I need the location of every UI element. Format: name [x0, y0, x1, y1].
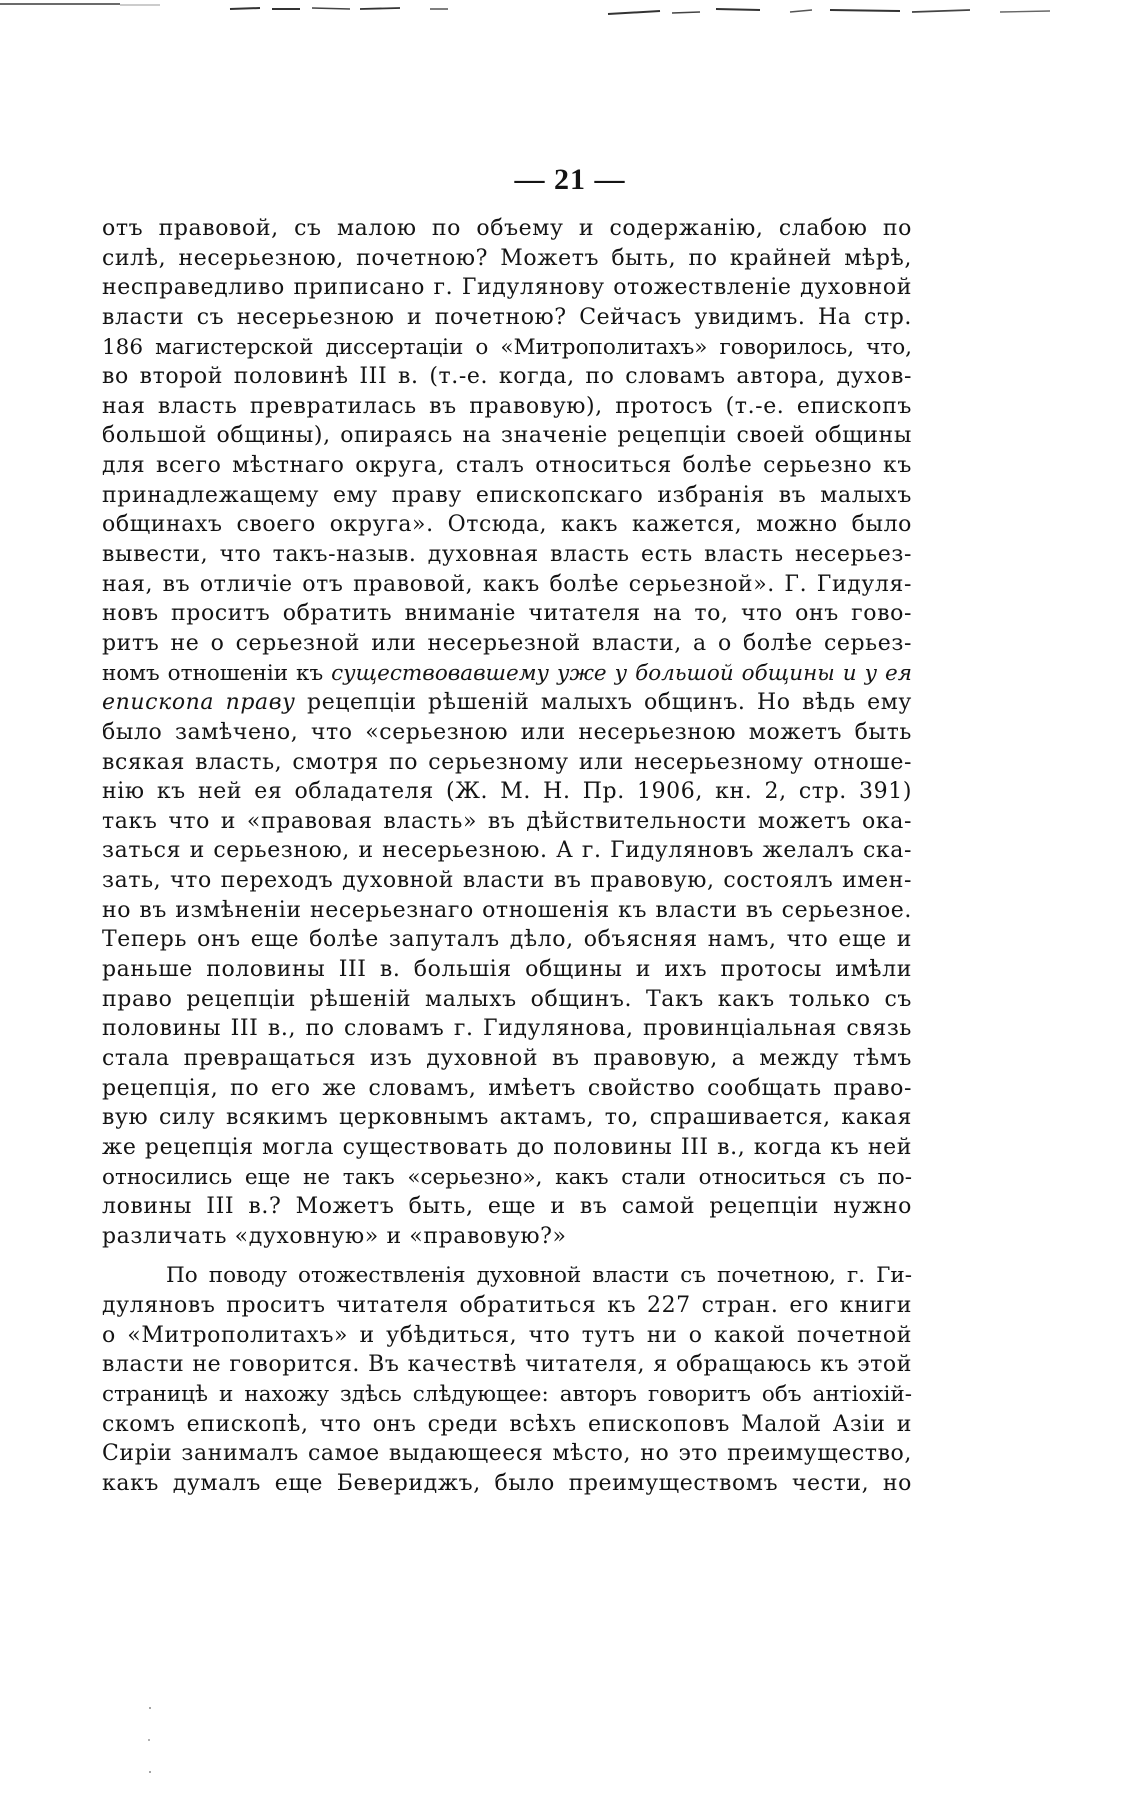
text-line: такъ что и «правовая власть» въ дѣйствительности можетъ ока-: [102, 808, 912, 834]
text-line: [102, 659, 912, 689]
text-line: общинахъ своего округа». Отсюда, какъ кажется, можно было: [102, 512, 912, 538]
text-line: власти съ несерьезною и почетною? Сейчасъ увидимъ. На стр.: [102, 304, 912, 330]
text-line: По поводу отожествленія духовной власти съ почетною, г. Ги-: [166, 1263, 912, 1289]
text-segment: рецепціи рѣшеній малыхъ общинъ. Но вѣдь ему: [295, 690, 912, 716]
text-segment: номъ отношеніи къ: [102, 660, 332, 686]
text-line: Сиріи занималъ самое выдающееся мѣсто, но это преимущество,: [102, 1441, 912, 1467]
italic-segment: епископа праву: [102, 690, 296, 716]
paragraph-gap: [102, 1251, 912, 1261]
text-line: стала превращаться изъ духовной въ правовую, а между тѣмъ: [102, 1045, 912, 1071]
text-line: половины III в., по словамъ г. Гидулянова, провинціальная связь: [102, 1016, 912, 1042]
text-line: власти не говорится. Въ качествѣ читателя, я обращаюсь къ этой: [102, 1352, 912, 1378]
paragraph: [102, 214, 912, 1251]
text-body: [102, 214, 912, 1499]
text-line: во второй половинѣ III в. (т.-е. когда, по словамъ автора, духов-: [102, 364, 912, 390]
text-line: право рецепціи рѣшеній малыхъ общинъ. Такъ какъ только съ: [102, 986, 912, 1012]
text-line: вывести, что такъ-назыв. духовная власть есть власть несерьез-: [102, 542, 912, 568]
text-line: относились еще не такъ «серьезно», какъ стали относиться съ по-: [102, 1164, 912, 1190]
page-number: — 21 —: [514, 163, 626, 196]
text-line: несправедливо приписано г. Гидулянову отожествленіе духовной: [102, 275, 912, 301]
text-line: какъ думалъ еще Бевериджъ, было преимуществомъ чести, но: [102, 1470, 912, 1496]
text-line: ритъ не о серьезной или несерьезной власти, а о болѣе серьез-: [102, 630, 912, 656]
text-line: дуляновъ проситъ читателя обратиться къ 227 стран. его книги: [102, 1293, 912, 1319]
text-line: отъ правовой, съ малою по объему и содержанію, слабою по: [102, 216, 912, 241]
text-line: ная власть превратилась въ правовую), протосъ (т.-е. епископъ: [102, 393, 912, 419]
text-line: большой общины), опираясь на значеніе рецепціи своей общины: [102, 423, 912, 449]
scan-margin-specks: [145, 1700, 155, 1780]
text-line: было замѣчено, что «серьезною или несерьезною можетъ быть: [102, 719, 912, 745]
text-line: страницѣ и нахожу здѣсь слѣдующее: авторъ говоритъ объ антіохій-: [102, 1381, 912, 1407]
text-line: но въ измѣненіи несерьезнаго отношенія къ власти въ серьезное.: [102, 897, 912, 923]
scan-top-edge-marks: [0, 0, 1140, 26]
text-line: принадлежащему ему праву епископскаго избранія въ малыхъ: [102, 482, 912, 508]
text-line: всякая власть, смотря по серьезному или несерьезному отноше-: [102, 749, 912, 775]
text-line: силѣ, несерьезною, почетною? Можетъ быть, по крайней мѣрѣ,: [102, 245, 912, 271]
text-line: вую силу всякимъ церковнымъ актамъ, то, спрашивается, какая: [102, 1105, 912, 1131]
text-line: раньше половины III в. большія общины и ихъ протосы имѣли: [102, 957, 912, 983]
text-line: ная, въ отличіе отъ правовой, какъ болѣе серьезной». Г. Гидуля-: [102, 571, 912, 597]
text-line: новъ проситъ обратить вниманіе читателя на то, что онъ гово-: [102, 601, 912, 627]
text-line: [102, 688, 912, 718]
text-line: же рецепція могла существовать до половины III в., когда къ ней: [102, 1134, 912, 1160]
text-line: нію къ ней ея обладателя (Ж. М. Н. Пр. 1906, кн. 2, стр. 391): [102, 779, 912, 805]
text-line: для всего мѣстнаго округа, сталъ относиться болѣе серьезно къ: [102, 453, 912, 479]
text-line: о «Митрополитахъ» и убѣдиться, что тутъ ни о какой почетной: [102, 1322, 912, 1348]
text-line: скомъ епископѣ, что онъ среди всѣхъ епископовъ Малой Азіи и: [102, 1411, 912, 1437]
text-line: зать, что переходъ духовной власти въ правовую, состоялъ имен-: [102, 868, 912, 894]
text-line: ловины III в.? Можетъ быть, еще и въ самой рецепціи нужно: [102, 1194, 912, 1220]
text-line: 186 магистерской диссертаціи о «Митрополитахъ» говорилось, что,: [102, 334, 912, 360]
paragraph: [102, 1261, 912, 1498]
text-line: Теперь онъ еще болѣе запуталъ дѣло, объясняя намъ, что еще и: [102, 927, 912, 953]
italic-segment: существовавшему уже у большой общины и у ея: [331, 660, 913, 686]
text-line: заться и серьезною, и несерьезною. А г. Гидуляновъ желалъ ска-: [102, 838, 912, 864]
text-line: различать «духовную» и «правовую?»: [102, 1223, 567, 1249]
text-line: рецепція, по его же словамъ, имѣетъ свойство сообщать право-: [102, 1075, 912, 1101]
